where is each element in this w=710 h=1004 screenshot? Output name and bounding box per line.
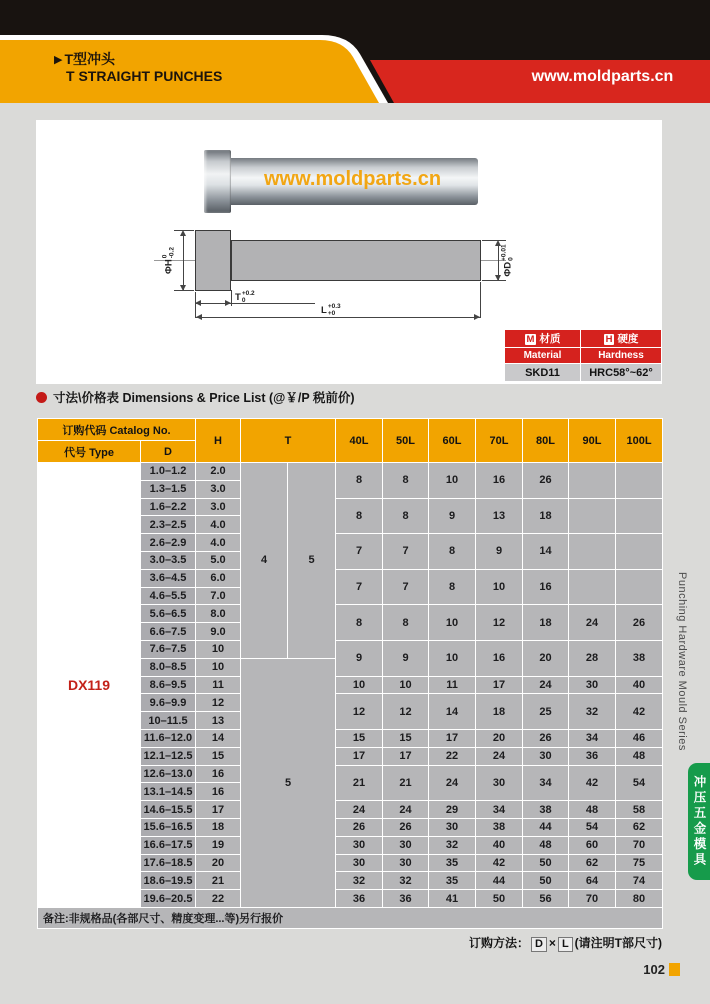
dim-d-label: ΦD +0.01 0 — [500, 244, 514, 277]
price-cell: 38 — [523, 801, 569, 819]
price-cell: 70 — [569, 890, 616, 908]
table-note-row — [38, 907, 663, 928]
h-value-cell: 16 — [196, 783, 241, 801]
table-row — [38, 463, 663, 481]
d-value-cell: 3.6–4.5 — [141, 569, 196, 587]
price-cell: 7 — [383, 534, 429, 570]
price-cell: 30 — [336, 854, 383, 872]
d-value-cell: 12.1–12.5 — [141, 747, 196, 765]
price-cell: 30 — [523, 747, 569, 765]
price-cell: 44 — [476, 872, 523, 890]
price-cell: 35 — [429, 872, 476, 890]
d-value-cell: 1.0–1.2 — [141, 463, 196, 481]
price-cell: 32 — [569, 694, 616, 730]
h-value-cell: 3.0 — [196, 480, 241, 498]
product-photo-head — [204, 150, 231, 213]
h-value-cell: 8.0 — [196, 605, 241, 623]
price-cell: 22 — [429, 747, 476, 765]
d-value-cell: 8.6–9.5 — [141, 676, 196, 694]
h-value-cell: 6.0 — [196, 569, 241, 587]
price-table — [37, 418, 663, 929]
hardness-header: H 硬度 — [581, 330, 662, 348]
material-subheader: Material — [505, 348, 581, 364]
t-value-cell: 5 — [288, 463, 336, 659]
price-cell: 18 — [476, 694, 523, 730]
page-number: 102 — [540, 962, 680, 977]
d-value-cell: 8.0–8.5 — [141, 658, 196, 676]
price-cell: 42 — [476, 854, 523, 872]
website-link[interactable]: www.moldparts.cn — [531, 68, 674, 85]
price-cell: 21 — [336, 765, 383, 801]
price-cell: 7 — [336, 569, 383, 605]
price-cell: 30 — [383, 854, 429, 872]
order-method: 订购方法： D × L (请注明T部尺寸) — [468, 936, 662, 950]
price-cell: 24 — [523, 676, 569, 694]
h-col-header: H — [196, 419, 241, 463]
price-cell: 62 — [616, 818, 663, 836]
price-cell: 38 — [476, 818, 523, 836]
price-cell — [616, 569, 663, 605]
price-cell: 50 — [523, 854, 569, 872]
price-cell: 26 — [523, 729, 569, 747]
price-cell: 14 — [429, 694, 476, 730]
length-col-header: 40L — [336, 419, 383, 463]
page-title-zh: ▶ T型冲头 — [54, 51, 116, 67]
price-cell: 25 — [523, 694, 569, 730]
d-value-cell: 16.6–17.5 — [141, 836, 196, 854]
price-cell: 12 — [383, 694, 429, 730]
price-cell: 70 — [616, 836, 663, 854]
dim-h-line — [183, 232, 184, 290]
price-cell: 8 — [383, 463, 429, 499]
dim-t-label: T +0.2 0 — [235, 290, 255, 304]
price-cell: 16 — [476, 463, 523, 499]
d-value-cell: 3.0–3.5 — [141, 551, 196, 569]
length-col-header: 90L — [569, 419, 616, 463]
price-cell: 9 — [429, 498, 476, 534]
d-value-cell: 2.6–2.9 — [141, 534, 196, 552]
price-cell: 32 — [429, 836, 476, 854]
price-cell: 15 — [336, 729, 383, 747]
price-cell: 34 — [476, 801, 523, 819]
price-cell: 16 — [523, 569, 569, 605]
d-value-cell: 9.6–9.9 — [141, 694, 196, 712]
h-value-cell: 7.0 — [196, 587, 241, 605]
h-value-cell: 19 — [196, 836, 241, 854]
order-l-box: L — [558, 937, 573, 952]
catalog-no-header: 订购代码 Catalog No. — [38, 419, 196, 441]
d-value-cell: 2.3–2.5 — [141, 516, 196, 534]
price-cell: 42 — [616, 694, 663, 730]
price-cell: 48 — [523, 836, 569, 854]
series-title-en: Punching Hardware Mould Series — [676, 572, 688, 751]
length-col-header: 50L — [383, 419, 429, 463]
price-cell: 40 — [476, 836, 523, 854]
price-cell: 74 — [616, 872, 663, 890]
d-value-cell: 14.6–15.5 — [141, 801, 196, 819]
price-cell: 10 — [383, 676, 429, 694]
price-cell: 30 — [569, 676, 616, 694]
price-cell: 10 — [429, 463, 476, 499]
price-cell: 54 — [569, 818, 616, 836]
price-cell — [616, 498, 663, 534]
price-cell: 26 — [523, 463, 569, 499]
price-cell: 36 — [336, 890, 383, 908]
price-cell: 24 — [336, 801, 383, 819]
order-d-box: D — [531, 937, 547, 952]
arrow-right-icon — [474, 314, 480, 320]
h-value-cell: 10 — [196, 658, 241, 676]
h-value-cell: 13 — [196, 712, 241, 730]
d-value-cell: 18.6–19.5 — [141, 872, 196, 890]
drawing-punch-head — [195, 230, 231, 291]
price-cell: 8 — [383, 498, 429, 534]
series-tab-zh[interactable]: 冲压五金模具 — [688, 763, 710, 880]
price-cell: 15 — [383, 729, 429, 747]
dim-l-label: L +0.3 +0 — [321, 303, 341, 317]
price-cell: 21 — [383, 765, 429, 801]
d-value-cell: 6.6–7.5 — [141, 623, 196, 641]
hardness-value: HRC58°~62° — [581, 364, 662, 382]
price-cell: 50 — [476, 890, 523, 908]
orange-square-icon — [669, 963, 680, 976]
arrow-down-icon — [180, 285, 186, 291]
price-cell: 64 — [569, 872, 616, 890]
price-cell: 17 — [336, 747, 383, 765]
d-value-cell: 1.6–2.2 — [141, 498, 196, 516]
page-title-en: T STRAIGHT PUNCHES — [66, 68, 223, 84]
d-value-cell: 7.6–7.5 — [141, 640, 196, 658]
price-cell: 20 — [476, 729, 523, 747]
price-cell — [569, 534, 616, 570]
h-value-cell: 4.0 — [196, 516, 241, 534]
h-value-cell: 11 — [196, 676, 241, 694]
price-cell — [569, 569, 616, 605]
price-cell: 17 — [476, 676, 523, 694]
d-value-cell: 10–11.5 — [141, 712, 196, 730]
price-cell: 8 — [429, 534, 476, 570]
price-cell: 29 — [429, 801, 476, 819]
price-cell: 34 — [523, 765, 569, 801]
d-value-cell: 12.6–13.0 — [141, 765, 196, 783]
table-note: 备注:非规格品(各部尺寸、精度变理...等)另行报价 — [38, 907, 663, 928]
price-cell: 42 — [569, 765, 616, 801]
price-cell: 10 — [476, 569, 523, 605]
hardness-subheader: Hardness — [581, 348, 662, 364]
price-cell: 60 — [569, 836, 616, 854]
price-cell: 58 — [616, 801, 663, 819]
length-col-header: 70L — [476, 419, 523, 463]
price-cell: 75 — [616, 854, 663, 872]
price-cell: 12 — [476, 605, 523, 641]
length-col-header: 60L — [429, 419, 476, 463]
d-value-cell: 5.6–6.5 — [141, 605, 196, 623]
price-cell: 41 — [429, 890, 476, 908]
material-hardness-table — [504, 329, 662, 382]
price-cell: 26 — [616, 605, 663, 641]
price-cell — [569, 498, 616, 534]
price-cell: 24 — [429, 765, 476, 801]
price-cell: 8 — [429, 569, 476, 605]
price-cell: 35 — [429, 854, 476, 872]
h-value-cell: 4.0 — [196, 534, 241, 552]
material-value: SKD11 — [505, 364, 581, 382]
price-cell: 36 — [569, 747, 616, 765]
price-cell: 10 — [336, 676, 383, 694]
length-col-header: 80L — [523, 419, 569, 463]
price-cell: 14 — [523, 534, 569, 570]
price-cell: 28 — [569, 640, 616, 676]
price-cell: 46 — [616, 729, 663, 747]
h-value-cell: 2.0 — [196, 463, 241, 481]
price-cell: 24 — [476, 747, 523, 765]
price-cell: 10 — [429, 605, 476, 641]
price-cell: 24 — [569, 605, 616, 641]
price-cell: 8 — [336, 498, 383, 534]
h-value-cell: 12 — [196, 694, 241, 712]
d-value-cell: 19.6–20.5 — [141, 890, 196, 908]
arrow-right-icon — [225, 300, 231, 306]
price-cell — [616, 534, 663, 570]
price-cell: 13 — [476, 498, 523, 534]
t-col-header: T — [241, 419, 336, 463]
triangle-bullet-icon: ▶ — [54, 54, 63, 66]
t-value-cell: 5 — [241, 658, 336, 907]
watermark-text: www.moldparts.cn — [264, 168, 442, 190]
price-cell: 30 — [476, 765, 523, 801]
price-cell: 80 — [616, 890, 663, 908]
price-cell: 30 — [336, 836, 383, 854]
price-cell — [569, 463, 616, 499]
price-cell: 16 — [476, 640, 523, 676]
ext-line — [480, 282, 481, 318]
drawing-punch-shaft — [231, 240, 481, 281]
price-cell: 30 — [429, 818, 476, 836]
h-value-cell: 10 — [196, 640, 241, 658]
price-cell: 10 — [429, 640, 476, 676]
price-cell: 56 — [523, 890, 569, 908]
price-cell: 54 — [616, 765, 663, 801]
price-cell: 26 — [383, 818, 429, 836]
price-cell: 20 — [523, 640, 569, 676]
price-cell: 40 — [616, 676, 663, 694]
price-cell — [616, 463, 663, 499]
price-cell: 9 — [383, 640, 429, 676]
type-col-header: 代号 Type — [38, 441, 141, 463]
price-cell: 44 — [523, 818, 569, 836]
d-col-header: D — [141, 441, 196, 463]
dim-t-line — [195, 303, 315, 304]
material-header: M 材质 — [505, 330, 581, 348]
price-cell: 36 — [383, 890, 429, 908]
price-cell: 8 — [383, 605, 429, 641]
d-value-cell: 15.6–16.5 — [141, 818, 196, 836]
price-cell: 34 — [569, 729, 616, 747]
content-panel — [36, 120, 662, 384]
price-cell: 48 — [569, 801, 616, 819]
h-value-cell: 16 — [196, 765, 241, 783]
price-cell: 24 — [383, 801, 429, 819]
red-dot-icon — [36, 392, 47, 403]
d-value-cell: 11.6–12.0 — [141, 729, 196, 747]
h-value-cell: 15 — [196, 747, 241, 765]
price-cell: 17 — [429, 729, 476, 747]
price-cell: 50 — [523, 872, 569, 890]
price-cell: 12 — [336, 694, 383, 730]
price-cell: 48 — [616, 747, 663, 765]
price-cell: 7 — [383, 569, 429, 605]
price-cell: 17 — [383, 747, 429, 765]
h-value-cell: 20 — [196, 854, 241, 872]
price-cell: 11 — [429, 676, 476, 694]
arrow-left-icon — [196, 314, 202, 320]
dim-l-line — [196, 317, 480, 318]
price-cell: 30 — [383, 836, 429, 854]
t-value-cell: 4 — [241, 463, 288, 659]
h-value-cell: 5.0 — [196, 551, 241, 569]
arrow-up-icon — [180, 230, 186, 236]
h-value-cell: 18 — [196, 818, 241, 836]
material-badge: M — [526, 334, 535, 345]
price-cell: 18 — [523, 605, 569, 641]
price-cell: 18 — [523, 498, 569, 534]
price-cell: 32 — [383, 872, 429, 890]
price-cell: 8 — [336, 605, 383, 641]
price-cell: 9 — [476, 534, 523, 570]
price-cell: 62 — [569, 854, 616, 872]
d-value-cell: 4.6–5.5 — [141, 587, 196, 605]
price-cell: 9 — [336, 640, 383, 676]
dim-h-label: ΦH 0 -0.2 — [161, 247, 175, 274]
d-value-cell: 1.3–1.5 — [141, 480, 196, 498]
d-value-cell: 17.6–18.5 — [141, 854, 196, 872]
h-value-cell: 22 — [196, 890, 241, 908]
h-value-cell: 9.0 — [196, 623, 241, 641]
h-value-cell: 21 — [196, 872, 241, 890]
length-col-header: 100L — [616, 419, 663, 463]
h-value-cell: 3.0 — [196, 498, 241, 516]
h-value-cell: 14 — [196, 729, 241, 747]
price-cell: 38 — [616, 640, 663, 676]
price-cell: 8 — [336, 463, 383, 499]
h-value-cell: 17 — [196, 801, 241, 819]
price-cell: 7 — [336, 534, 383, 570]
section-heading: 寸法\价格表 Dimensions & Price List (@￥/P 税前价) — [36, 388, 662, 406]
type-code-cell: DX119 — [38, 463, 141, 908]
hardness-badge: H — [605, 334, 613, 345]
arrow-down-icon — [495, 275, 501, 281]
price-cell: 26 — [336, 818, 383, 836]
d-value-cell: 13.1–14.5 — [141, 783, 196, 801]
price-cell: 32 — [336, 872, 383, 890]
